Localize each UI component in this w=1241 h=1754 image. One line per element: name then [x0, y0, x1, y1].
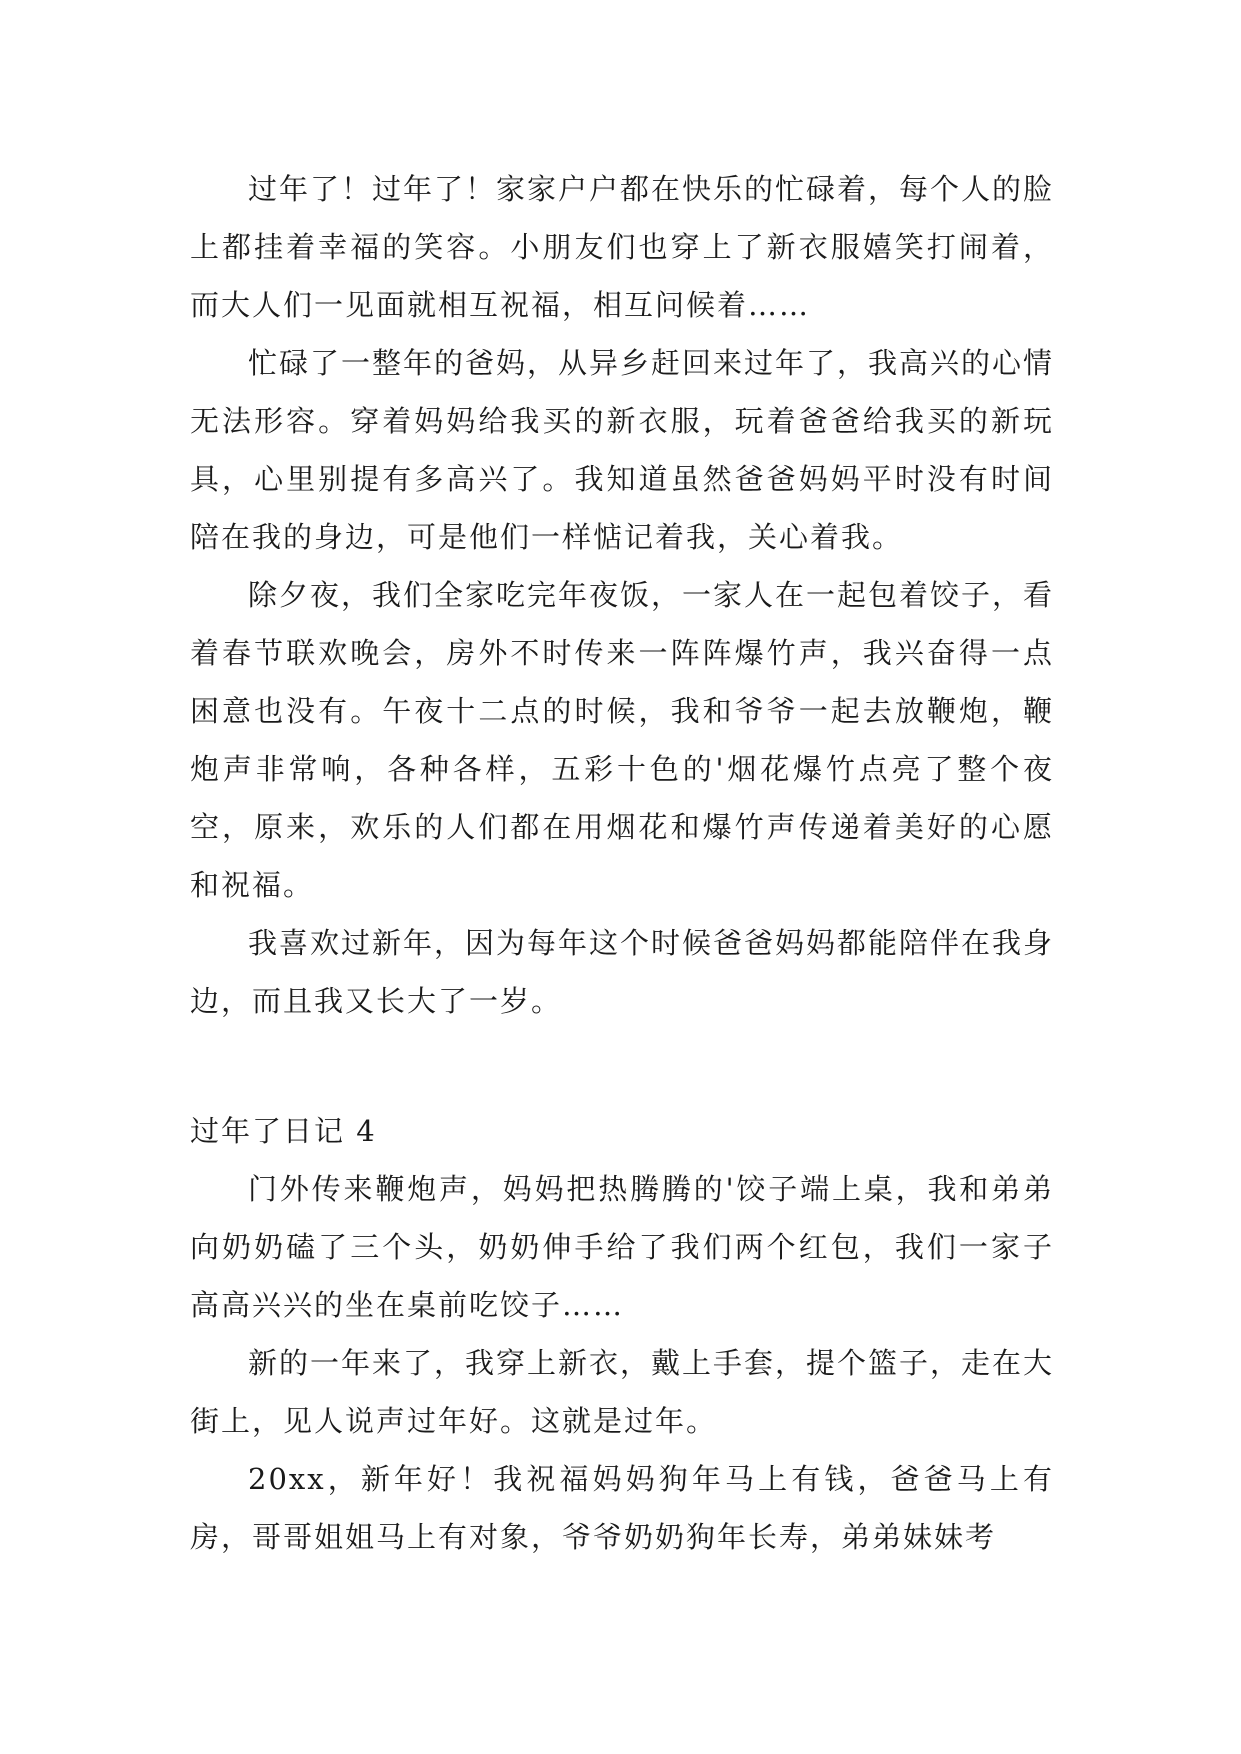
paragraph: 忙碌了一整年的爸妈，从异乡赶回来过年了，我高兴的心情无法形容。穿着妈妈给我买的新衣服，玩着爸爸给我买的新玩具，心里别提有多高兴了。我知道虽然爸爸妈妈平时没有时间陪在我的身边，可是他们一样惦记着我，关心着我。	[190, 346, 1055, 554]
document-body	[190, 160, 1054, 1566]
paragraph: 20xx，新年好！我祝福妈妈狗年马上有钱，爸爸马上有房，哥哥姐姐马上有对象，爷爷奶奶狗年长寿，弟弟妹妹考	[190, 1462, 1054, 1554]
paragraph: 新的一年来了，我穿上新衣，戴上手套，提个篮子，走在大街上，见人说声过年好。这就是过年。	[190, 1346, 1055, 1438]
paragraph: 我喜欢过新年，因为每年这个时候爸爸妈妈都能陪伴在我身边，而且我又长大了一岁。	[190, 926, 1055, 1018]
paragraph: 除夕夜，我们全家吃完年夜饭，一家人在一起包着饺子，看着春节联欢晚会，房外不时传来一阵阵爆竹声，我兴奋得一点困意也没有。午夜十二点的时候，我和爷爷一起去放鞭炮，鞭炮声非常响，各种各样，五彩十色的'烟花爆竹点亮了整个夜空，原来，欢乐的人们都在用烟花和爆竹声传递着美好的心愿和祝福。	[190, 578, 1055, 902]
paragraph: 门外传来鞭炮声，妈妈把热腾腾的'饺子端上桌，我和弟弟向奶奶磕了三个头，奶奶伸手给了我们两个红包，我们一家子高高兴兴的坐在桌前吃饺子……	[190, 1172, 1054, 1322]
paragraph: 过年了！过年了！家家户户都在快乐的忙碌着，每个人的脸上都挂着幸福的笑容。小朋友们也穿上了新衣服嬉笑打闹着，而大人们一见面就相互祝福，相互问候着……	[190, 172, 1055, 322]
section-title: 过年了日记 4	[190, 1114, 377, 1148]
